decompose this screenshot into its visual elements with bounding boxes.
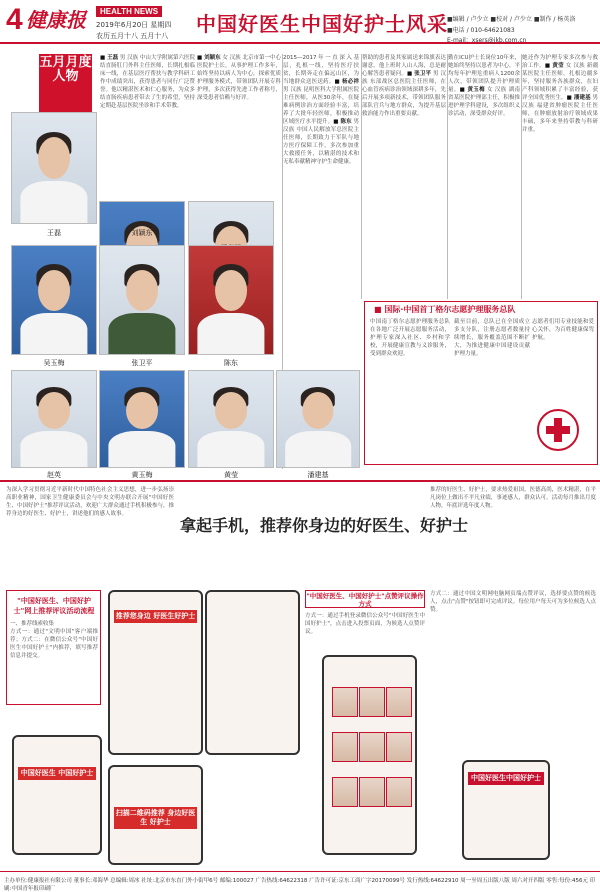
article-text: 勤在ICU护士长岗位10年来，她始终坚持以患者为中心，平均每年护理危重病人1200余人次，带领团队提升护理质量。■ 黄玉梅 女 汉族 湖南省某医院护理部主任，积极推进护理学科建设，多次组织义诊活动，深受群众好评。 [448,55,520,117]
newspaper-logo: 健康报 [26,8,86,32]
portrait-photo [188,245,274,355]
article-text: 她还作为护理专家多次参与救治工作。■ 黄莹 女 汉族 新疆某医院主任医师，扎根边疆多年，坚持服务各族群众，在妇产科领域积累了丰富经验，获评全国优秀医生。■ 潘建基 男 汉族 福建省肿瘤医院主任医师，在肿瘤放射治疗领域成果丰硕，多年来坚持带教与科研并重。 [522,55,598,133]
page-number: 4 [6,3,23,36]
phone-screenshot [108,590,203,755]
article-text: ■ 王磊 男 汉族 中山大学附属第六医院结直肠肛门外科主任医师，长期扎根临床一线，在基层医疗帮扶与教学科研工作中成绩突出，获得患者与同行广泛赞誉。他以精湛医术和仁心服务，为众多结直肠疾病患者带去了生的希望，坚持定期赴基层医院坐诊和手术带教。 [100,55,195,109]
portrait-caption: 黄玉梅 [131,471,153,479]
portrait-photo [11,370,97,468]
portrait-photo [276,370,360,468]
process-text: 一、推荐线索收集 方式一：通过"文明中国"客户端推荐；方式二：在微信公众号"中国好医生中国好护士"内推荐，填写推荐信息并提交。 [10,621,98,659]
issue-lunar-date: 农历五月十八 五月十八 [96,32,169,40]
portrait-photo [188,370,274,468]
portrait-photo [99,245,185,355]
phone-screenshot [205,590,300,755]
issue-date: 2019年6月20日 星期四 [96,21,172,29]
editor-info: ■编辑 / 卢少立 ■校对 / 卢少立 ■制作 / 杨英洛 [447,16,576,23]
app-label: 中国好医生中国好护士 [468,772,544,785]
notice-text: 志愿者们用专业技能和爱心关怀，为百姓健康保驾护航。 [532,319,594,341]
vote-method-title: "中国好医生、中国好护士"点赞评议操作方式 [306,592,424,608]
vote-text: 方式一：通过手机登录微信公众号"中国好医生中国好护士"，点击进入投票页面，为候选人点赞评议。 [305,613,425,635]
article-text: ■ 刘颖东 女 汉族 北京市第一中心医院护士长。从事护理工作多年，始终坚持以病人为中心，探索优质护理服务模式，带领团队开展专科护理，多次获得先进工作者称号，深受患者信赖与好评。 [197,55,281,101]
notice-text: 中国南丁格尔志愿护理服务总队在各地广泛开展志愿服务活动，护理专家深入社区、乡村和学校，开展健康宣教与义诊服务，受到群众欢迎。 [370,319,450,357]
portrait-caption: 黄莹 [224,471,238,479]
portrait-caption: 吴玉梅 [43,359,65,367]
email-info: E-mail：xsers@jkb.com.cn [447,37,527,44]
month-title-box: 五月月度人物 [39,54,92,112]
process-title: "中国好医生、中国好护士"网上推荐评议活动流程 [13,597,95,615]
vote-text: 方式二：通过中国文明网电脑网页端点赞评议，选择要点赞的候选人，点击"点赞"按钮即可完成评议。每位用户每天可为多位候选人点赞。 [430,591,596,613]
article-text: 帮助的患者及其家属送来锦旗表达谢意。他上班时人山人海，总是耐心解答患者疑问。■ 张卫平 男 汉族 东部战区总医院主任医师，在心血管疾病诊治领域深耕多年，先后开展多项新技术，带领团队服务部队官兵与地方群众，为提升基层救治能力作出重要贡献。 [362,55,446,117]
portrait-photo [11,112,97,224]
article-text: 2015—2017年一直深入基层，扎根一线，坚持医疗扶贫，长期奔走在偏远山区，为当地群众送医送药。■ 杨必祥 男 汉族 昆明医科大学附属医院主任医师，从医30余年，在疑难病例诊治方面经验丰富，培养了大批年轻医师，积极推动区域医疗水平提升。■ 陈东 男 汉族 中国人民解放军总医院主任医师，长期致力于军队与地方医疗保障工作，多次参加重大救援任务，以精湛的技术和无私奉献精神守护生命健康。 [283,55,359,165]
phone-banner: 扫描二维码推荐 身边好医生 好护士 [114,807,197,829]
phone-banner: 推荐您身边 好医生好护士 [114,610,197,623]
portrait-photo [11,245,97,355]
phone-banner: 中国好医生 中国好护士 [18,767,96,780]
web-screenshot [462,760,550,860]
phone-screenshot [12,735,102,855]
phone-screenshot [108,765,203,865]
portrait-caption: 王磊 [47,229,61,237]
portrait-caption: 张卫平 [131,359,153,367]
portrait-caption: 陈东 [224,359,238,367]
section-label: HEALTH NEWS [96,6,162,17]
portrait-caption: 刘颖东 [131,229,153,237]
portrait-caption: 赵英 [47,471,61,479]
red-cross-logo-icon [534,408,582,452]
phone-screenshot [322,655,417,855]
portrait-caption: 潘建基 [307,471,329,479]
intro-text: 推荐的好医生、好护士，要求热爱祖国，医德高尚，医术精湛，在平凡岗位上做出不平凡业绩，事迹感人，群众认可。活动每月推出月度人物，年底评选年度人物。 [430,487,596,509]
page-footer: 主办单位:健康报社有限公司 董事长:邓海华 总编辑:周冰 社址:北京市东直门外小街甲6号 邮编:100027 广告热线:64622318 广告许可证:京东工商广字20170099号 发行热线:64622910 周一至周五出版八版 周六对开四版 零售:每份:456元 印刷:中国青年报印刷厂 [0,871,600,886]
page-headline: 中国好医生中国好护士风采 [196,12,448,36]
phone-info: ■电话 / 010-64621083 [447,27,515,34]
feature-headline: 拿起手机，推荐你身边的好医生、好护士 [180,516,469,535]
notice-text: 截至目前，总队已在全国成立多支分队，注册志愿者数量持续增长，服务覆盖范围不断扩大，为推进健康中国建设贡献护理力量。 [454,319,530,357]
notice-title: ■ 国际·中国首丁格尔志愿护理服务总队 [374,305,516,314]
intro-text: 为深入学习贯彻习近平新时代中国特色社会主义思想，进一步弘扬崇高职业精神，国家卫生健康委员会与中央文明办联合开展"中国好医生、中国好护士"推荐评议活动，欢迎广大群众通过手机积极参与，推荐身边的好医生、好护士，讲述他们的感人故事。 [6,487,174,517]
portrait-photo [99,370,185,468]
